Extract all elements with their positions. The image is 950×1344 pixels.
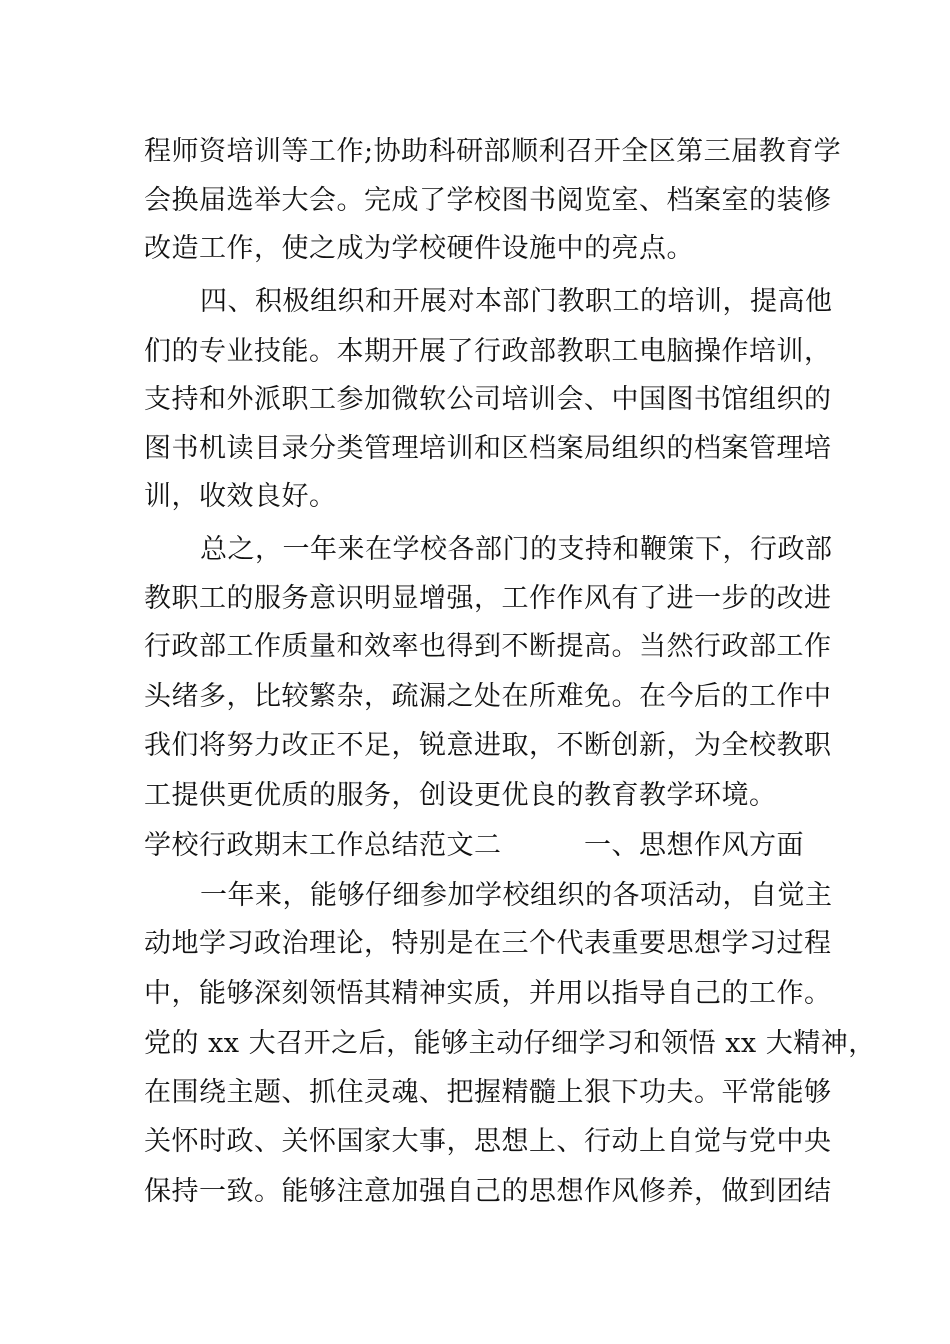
text-line: 会换届选举大会。完成了学校图书阅览室、档案室的装修	[144, 185, 832, 216]
text-line: 工提供更优质的服务，创设更优良的教育教学环境。	[144, 780, 777, 811]
section-heading-line: 学校行政期末工作总结范文二 一、思想作风方面	[144, 830, 804, 861]
paragraph-start-line: 四、积极组织和开展对本部门教职工的培训，提高他	[200, 286, 833, 317]
text-line: 改造工作，使之成为学校硬件设施中的亮点。	[144, 233, 694, 264]
text-line: 在围绕主题、抓住灵魂、把握精髓上狠下功夫。平常能够	[144, 1077, 832, 1108]
text-line: 我们将努力改正不足，锐意进取，不断创新，为全校教职	[144, 730, 832, 761]
text-line: 行政部工作质量和效率也得到不断提高。当然行政部工作	[144, 631, 832, 662]
text-line: 教职工的服务意识明显增强，工作作风有了进一步的改进	[144, 583, 832, 614]
text-line: 动地学习政治理论，特别是在三个代表重要思想学习过程	[144, 928, 832, 959]
text-line: 头绪多，比较繁杂，疏漏之处在所难免。在今后的工作中	[144, 681, 832, 712]
text-line: 训，收效良好。	[144, 481, 337, 512]
paragraph-start-line: 一年来，能够仔细参加学校组织的各项活动，自觉主	[200, 880, 833, 911]
paragraph-start-line: 总之，一年来在学校各部门的支持和鞭策下，行政部	[200, 534, 833, 565]
text-line: 党的 xx 大召开之后，能够主动仔细学习和领悟 xx 大精神，	[144, 1028, 876, 1059]
text-line: 保持一致。能够注意加强自己的思想作风修养，做到团结	[144, 1176, 832, 1207]
text-line: 程师资培训等工作;协助科研部顺利召开全区第三届教育学	[144, 136, 842, 167]
text-line: 支持和外派职工参加微软公司培训会、中国图书馆组织的	[144, 384, 832, 415]
text-line: 们的专业技能。本期开展了行政部教职工电脑操作培训，	[144, 336, 832, 367]
text-line: 中，能够深刻领悟其精神实质，并用以指导自己的工作。	[144, 978, 832, 1009]
text-line: 图书机读目录分类管理培训和区档案局组织的档案管理培	[144, 433, 832, 464]
text-line: 关怀时政、关怀国家大事，思想上、行动上自觉与党中央	[144, 1126, 832, 1157]
